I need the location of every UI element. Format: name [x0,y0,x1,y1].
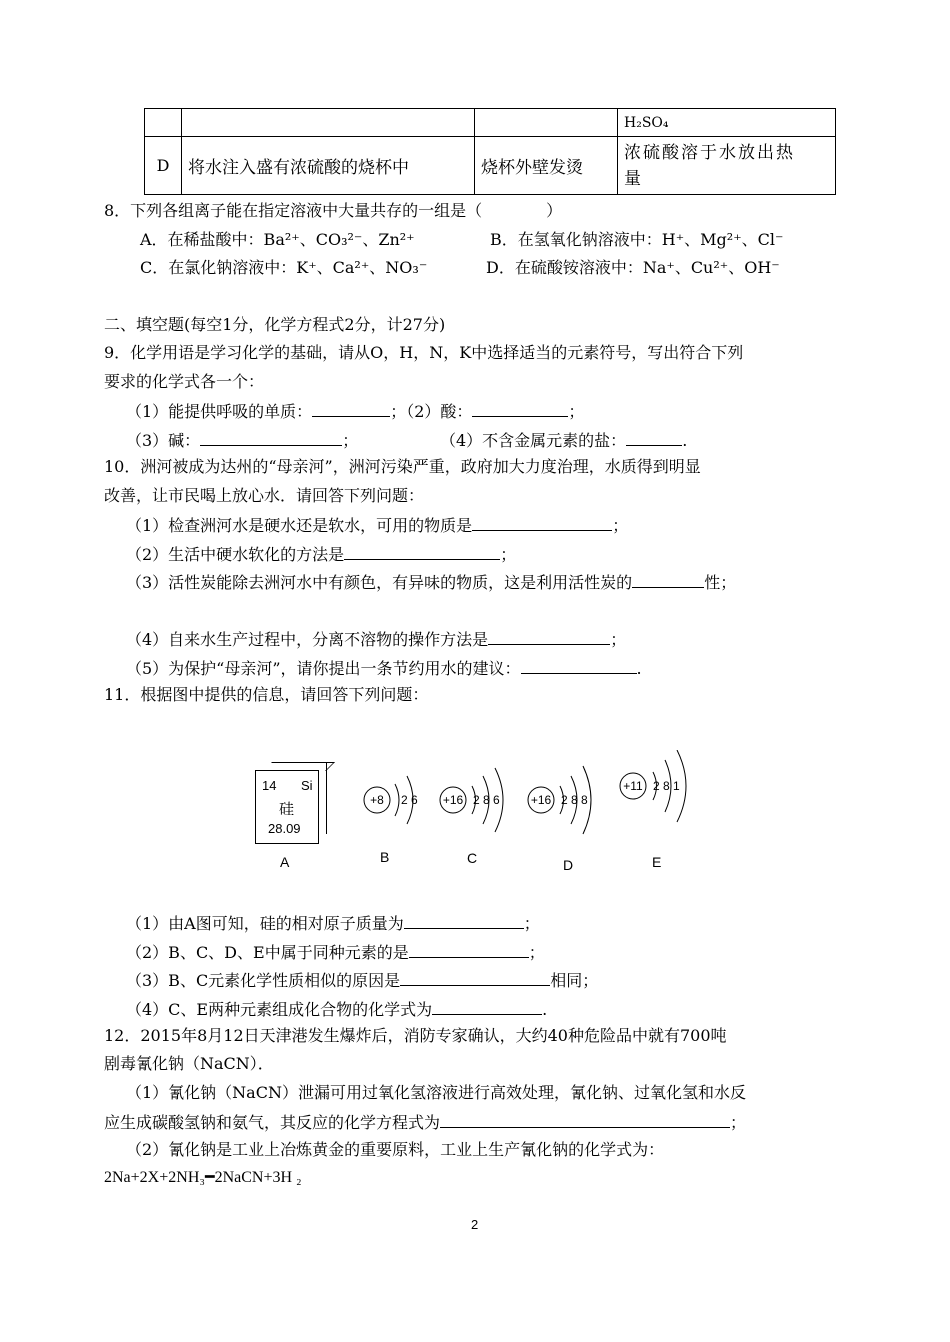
prompt-text: ； [528,943,545,962]
table-cell [475,109,618,137]
prompt-text: （1）检查洲河水是硬水还是软水，可用的物质是 [126,516,473,535]
question-9-part-4 [440,429,687,451]
answer-blank[interactable] [488,628,610,645]
table-cell: 烧杯外壁发烫 [475,137,618,195]
shell-electrons: 2 8 8 [561,793,588,807]
question-11-stem: 11．根据图中提供的信息，请回答下列问题： [104,685,429,704]
question-10-part-4 [126,628,626,650]
question-9-stem: 9．化学用语是学习化学的基础，请从O，H，N，K中选择适当的元素符号，写出符合下列 [104,343,744,362]
question-10-part-1 [126,514,628,536]
table-row [145,109,836,137]
table-cell-line: 浓硫酸溶于水放出热 [624,142,795,163]
answer-blank[interactable] [472,400,568,417]
question-10-part-5 [126,657,642,679]
prompt-text: （2）生活中硬水软化的方法是 [126,545,345,564]
shell-electrons: 2 6 [401,793,418,807]
element-name: 硅 [279,800,295,818]
nucleus-label: +8 [370,793,384,807]
prompt-text: ； [568,402,585,421]
figure-label-b: B [380,849,390,865]
atom-b [364,776,418,824]
answer-blank[interactable] [632,571,704,588]
question-10-part-2 [126,543,516,565]
question-9-part-1 [126,400,584,422]
answer-blank[interactable] [344,543,500,560]
question-8-option-c: C．在氯化钠溶液中：K⁺、Ca²⁺、NO₃⁻ [140,258,428,277]
question-11-part-1 [126,912,540,934]
answer-blank[interactable] [472,514,612,531]
nucleus-label: +16 [530,793,552,807]
prompt-text: （3）B、C元素化学性质相似的原因是 [126,971,401,990]
prompt-text: . [682,431,688,450]
prompt-text: 性； [704,573,737,592]
prompt-text: （3）碱： [126,431,201,450]
prompt-text: ； [342,431,359,450]
question-11-part-2 [126,941,545,963]
answer-blank[interactable] [404,912,524,929]
table-cell: D [145,137,182,195]
prompt-text: . [636,659,642,678]
question-8-option-b: B．在氢氧化钠溶液中：H⁺、Mg²⁺、Cl⁻ [490,230,784,249]
page-number: 2 [471,1217,479,1232]
table-row [145,137,836,195]
atomic-number: 14 [262,778,277,793]
question-10-stem: 10．洲河被成为达州的“母亲河”，洲河污染严重，政府加大力度治理，水质得到明显 [104,457,701,476]
question-8-stem: 8．下列各组离子能在指定溶液中大量共存的一组是（ ） [104,201,563,220]
prompt-text: . [542,1000,548,1019]
question-12-part-1: （1）氰化钠（NaCN）泄漏可用过氧化氢溶液进行高效处理，氰化钠、过氧化氢和水反 [126,1083,746,1102]
answer-blank[interactable] [200,429,342,446]
prompt-text: ；（2）酸： [390,402,473,421]
nucleus-label: +11 [623,779,643,793]
question-12-stem: 剧毒氰化钠（NaCN）． [104,1054,274,1073]
shell-electrons: 2 8 1 [653,779,680,793]
prompt-text: （4）C、E两种元素组成化合物的化学式为 [126,1000,433,1019]
figure-label-d: D [563,857,574,873]
question-9-stem: 要求的化学式各一个： [104,372,265,391]
question-10-stem: 改善，让市民喝上放心水．请回答下列问题： [104,486,425,505]
table-cell [618,137,836,195]
answer-blank[interactable] [400,969,550,986]
atomic-mass: 28.09 [268,821,301,836]
prompt-text: （1）能提供呼吸的单质： [126,402,313,421]
question-8-option-a: A．在稀盐酸中：Ba²⁺、CO₃²⁻、Zn²⁺ [140,230,415,249]
element-symbol: Si [301,778,313,793]
prompt-text: （3）活性炭能除去洲河水中有颜色，有异味的物质，这是利用活性炭的 [126,573,633,592]
prompt-text: ； [612,516,629,535]
answer-blank[interactable] [432,998,542,1015]
nucleus-label: +16 [442,793,464,807]
question-9-part-3 [126,429,358,451]
prompt-text: 相同； [550,971,599,990]
table-cell [182,109,475,137]
question-8-option-d: D．在硫酸铵溶液中：Na⁺、Cu²⁺、OH⁻ [486,258,780,277]
experiment-table [144,108,836,195]
prompt-text: ； [523,914,540,933]
prompt-text: （1）由A图可知，硅的相对原子质量为 [126,914,404,933]
prompt-text: ； [500,545,517,564]
question-12-part-2: （2）氰化钠是工业上冶炼黄金的重要原料，工业上生产氰化钠的化学式为： [126,1140,665,1159]
prompt-text: （4）不含金属元素的盐： [440,431,627,450]
prompt-text: （4）自来水生产过程中，分离不溶物的操作方法是 [126,630,489,649]
atom-c [440,768,503,832]
question-10-part-3 [126,571,736,593]
section-heading: 二、填空题(每空1分，化学方程式2分，计27分) [104,315,446,334]
prompt-text: ； [610,630,627,649]
figure-label-a: A [280,854,290,870]
element-cell-side [318,762,327,834]
atom-diagrams [355,750,705,850]
table-cell [145,109,182,137]
prompt-text: ； [730,1113,747,1132]
table-cell-line: 量 [624,168,643,189]
atom-e [620,750,686,822]
answer-blank[interactable] [521,657,637,674]
question-11-part-4 [126,998,547,1020]
prompt-text: 应生成碳酸氢钠和氨气，其反应的化学方程式为 [104,1113,441,1132]
answer-blank[interactable] [409,941,529,958]
prompt-text: （2）B、C、D、E中属于同种元素的是 [126,943,409,962]
question-12-stem: 12．2015年8月12日天津港发生爆炸后，消防专家确认，大约40种危险品中就有700吨 [104,1026,727,1045]
figure-label-e: E [652,854,662,870]
answer-blank[interactable] [626,429,682,446]
question-12-part-1-cont [104,1111,746,1133]
atom-d [528,766,591,834]
answer-blank[interactable] [440,1111,730,1128]
table-cell: 将水注入盛有浓硫酸的烧杯中 [182,137,475,195]
question-11-part-3 [126,969,598,991]
shell-electrons: 2 8 6 [473,793,500,807]
table-cell: H₂SO₄ [618,109,836,137]
chemical-equation: 2Na+2X+2NH₃━2NaCN+3H ₂ [104,1169,302,1186]
prompt-text: （5）为保护“母亲河”，请你提出一条节约用水的建议： [126,659,521,678]
figure-label-c: C [467,850,478,866]
answer-blank[interactable] [312,400,390,417]
